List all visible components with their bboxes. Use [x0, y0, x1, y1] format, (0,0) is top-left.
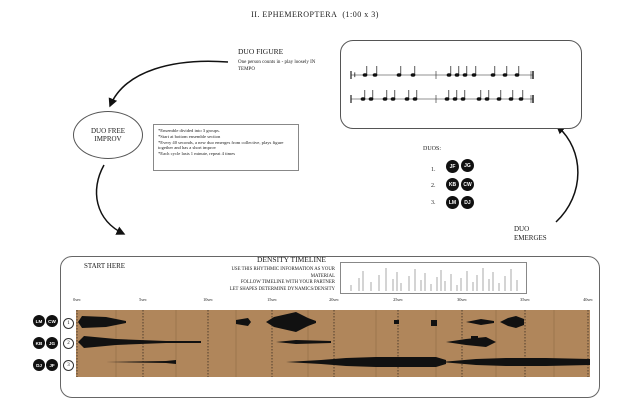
- timeline-strip: [76, 310, 590, 377]
- duo-figure-description: One person counts in - play loosely IN TEMPO: [238, 60, 316, 72]
- rhythm-notation: [341, 41, 581, 128]
- player-badge: LM: [33, 315, 45, 327]
- note-head: [373, 74, 377, 77]
- shape-row2-d: [471, 336, 478, 340]
- improv-line1: DUO FREE: [90, 127, 126, 135]
- duo-number: 1.: [431, 167, 436, 173]
- duo-free-improv-oval: [73, 111, 143, 159]
- notation-box: [340, 40, 582, 129]
- shape-row1-e: [431, 320, 437, 326]
- note-head: [515, 74, 519, 77]
- duo-figure-heading: DUO FIGURE: [238, 47, 284, 56]
- duo-emerges-line1: DUO: [514, 225, 530, 233]
- note-head: [503, 74, 507, 77]
- note-head: [369, 98, 373, 101]
- shape-row3-c: [441, 358, 590, 366]
- note-head: [453, 98, 457, 101]
- player-badge: JG: [46, 337, 58, 349]
- note-head: [472, 74, 476, 77]
- note-head: [509, 98, 513, 101]
- player-badge: JF: [446, 160, 459, 173]
- note-head: [463, 74, 467, 77]
- density-instruction: LET SHAPES DETERMINE DYNAMICS/DENSITY: [229, 286, 335, 292]
- player-badge: KB: [33, 337, 45, 349]
- note-head: [391, 98, 395, 101]
- tick-label: 25sec: [393, 297, 403, 302]
- arrow-emerges-to-notation: [556, 126, 578, 222]
- tick-label: 0sec: [73, 297, 81, 302]
- instructions-box: [153, 124, 299, 171]
- shape-row1-g: [500, 316, 524, 328]
- duo-number: 3.: [431, 200, 436, 206]
- density-shapes: [76, 310, 590, 377]
- shape-row2-a: [78, 336, 201, 348]
- shape-row3-b: [286, 357, 446, 367]
- density-barcode: [340, 262, 527, 294]
- density-instruction: USE THIS RHYTHMIC INFORMATION AS YOUR MATERIAL: [231, 267, 335, 279]
- tick-label: 15sec: [267, 297, 277, 302]
- player-badge: DJ: [33, 359, 45, 371]
- density-instructions: [210, 267, 335, 293]
- instruction-line: *Every 40 seconds, a new duo emerges from collective, plays figure together and has a short improv: [158, 139, 284, 151]
- note-head: [485, 98, 489, 101]
- shape-row1-f: [466, 319, 494, 325]
- player-badge: JG: [461, 159, 474, 172]
- row-number: 3: [63, 360, 74, 371]
- player-badge: CW: [46, 315, 58, 327]
- row-number: 1: [63, 318, 74, 329]
- tick-label: 5sec: [139, 297, 147, 302]
- note-head: [411, 74, 415, 77]
- tick-label: 35sec: [520, 297, 530, 302]
- note-head: [477, 98, 481, 101]
- note-head: [397, 74, 401, 77]
- player-badge: LM: [446, 196, 459, 209]
- instruction-line: *Each cycle lasts 1 minute, repeat 4 times: [158, 151, 236, 157]
- duo-number: 2.: [431, 183, 436, 189]
- note-head: [361, 98, 365, 101]
- note-head: [413, 98, 417, 101]
- tick-label: 10sec: [203, 297, 213, 302]
- improv-line2: IMPROV: [94, 135, 122, 143]
- note-head: [491, 74, 495, 77]
- title-text: II. EPHEMEROPTERA: [251, 10, 338, 19]
- shape-row1-c: [266, 312, 316, 332]
- note-head: [447, 74, 451, 77]
- tick-label: 30sec: [457, 297, 467, 302]
- shape-row1-b: [236, 318, 251, 326]
- row-number: 2: [63, 338, 74, 349]
- density-instruction: FOLLOW TIMELINE WITH YOUR PARTNER: [240, 280, 335, 286]
- note-head: [405, 98, 409, 101]
- note-head: [519, 98, 523, 101]
- arrow-improv-to-timeline: [96, 165, 124, 234]
- instruction-line: *Start at bottom ensemble section: [158, 133, 221, 139]
- density-barcode-lines: [341, 263, 526, 293]
- note-head: [383, 98, 387, 101]
- note-head: [497, 98, 501, 101]
- duo-emerges-label: [514, 225, 547, 242]
- start-here-label: START HERE: [84, 262, 126, 270]
- note-head: [461, 98, 465, 101]
- player-badge: DJ: [461, 196, 474, 209]
- note-head: [445, 98, 449, 101]
- density-timeline-title: DENSITY TIMELINE: [257, 255, 326, 264]
- duo-emerges-line2: EMERGES: [514, 233, 547, 242]
- note-head: [455, 74, 459, 77]
- svg-text:𝄃: 𝄃: [354, 72, 356, 79]
- tick-label: 20sec: [329, 297, 339, 302]
- shape-row1-a: [78, 316, 126, 328]
- tick-label: 40sec: [583, 297, 593, 302]
- shape-row1-d: [394, 320, 399, 324]
- player-badge: KB: [446, 178, 459, 191]
- shape-row2-b: [276, 340, 331, 344]
- arrow-figure-to-improv: [110, 61, 228, 106]
- player-badge: CW: [461, 178, 474, 191]
- note-head: [363, 74, 367, 77]
- title-suffix: (1:00 x 3): [342, 10, 379, 19]
- shape-row3-a: [106, 360, 176, 364]
- duos-label: DUOS:: [423, 146, 442, 152]
- instruction-line: *Ensemble divided into 3 groups.: [158, 128, 220, 133]
- player-badge: JF: [46, 359, 58, 371]
